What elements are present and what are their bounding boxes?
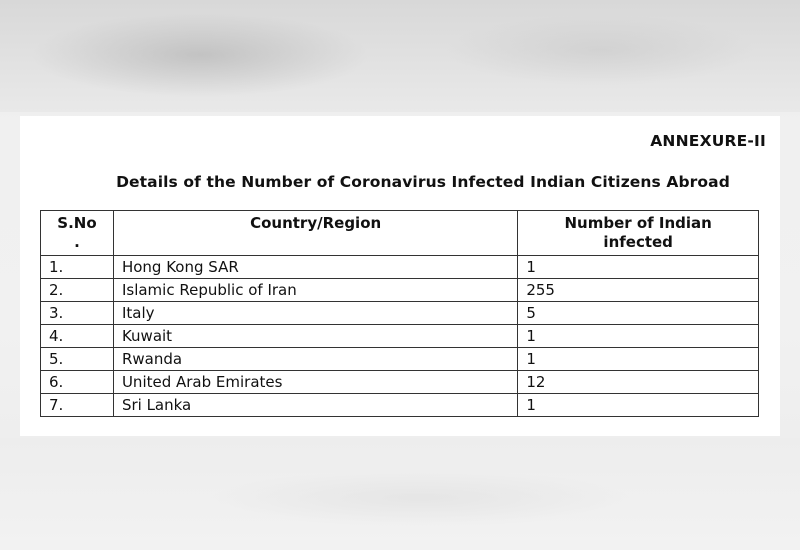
- cell-infected: 1: [518, 394, 759, 417]
- table-row: [41, 325, 759, 348]
- cell-infected: 12: [518, 371, 759, 394]
- cell-infected: 1: [518, 348, 759, 371]
- annexure-label: ANNEXURE-II: [650, 132, 766, 150]
- blurred-background-bottom: [0, 438, 800, 550]
- cell-sno: 1.: [41, 256, 114, 279]
- cell-infected: 1: [518, 325, 759, 348]
- infected-citizens-table: [40, 210, 759, 417]
- header-country-region: Country/Region: [113, 211, 517, 256]
- cell-sno: 7.: [41, 394, 114, 417]
- cell-infected: 255: [518, 279, 759, 302]
- cell-country: Sri Lanka: [113, 394, 517, 417]
- table-row: [41, 348, 759, 371]
- cell-sno: 5.: [41, 348, 114, 371]
- cell-infected: 5: [518, 302, 759, 325]
- document-sheet: [20, 116, 780, 436]
- document-title: Details of the Number of Coronavirus Infected Indian Citizens Abroad: [116, 173, 730, 191]
- cell-sno: 4.: [41, 325, 114, 348]
- cell-country: Islamic Republic of Iran: [113, 279, 517, 302]
- header-number-infected: Number of Indian infected: [518, 211, 759, 256]
- cell-country: Rwanda: [113, 348, 517, 371]
- table-row: [41, 279, 759, 302]
- cell-sno: 3.: [41, 302, 114, 325]
- header-sno: S.No .: [41, 211, 114, 256]
- cell-country: United Arab Emirates: [113, 371, 517, 394]
- cell-country: Hong Kong SAR: [113, 256, 517, 279]
- cell-country: Kuwait: [113, 325, 517, 348]
- table-row: [41, 394, 759, 417]
- cell-sno: 2.: [41, 279, 114, 302]
- cell-sno: 6.: [41, 371, 114, 394]
- cell-country: Italy: [113, 302, 517, 325]
- table-row: [41, 371, 759, 394]
- table-row: [41, 302, 759, 325]
- table-header-row: [41, 211, 759, 256]
- table-row: [41, 256, 759, 279]
- cell-infected: 1: [518, 256, 759, 279]
- blurred-background-top: [0, 0, 800, 112]
